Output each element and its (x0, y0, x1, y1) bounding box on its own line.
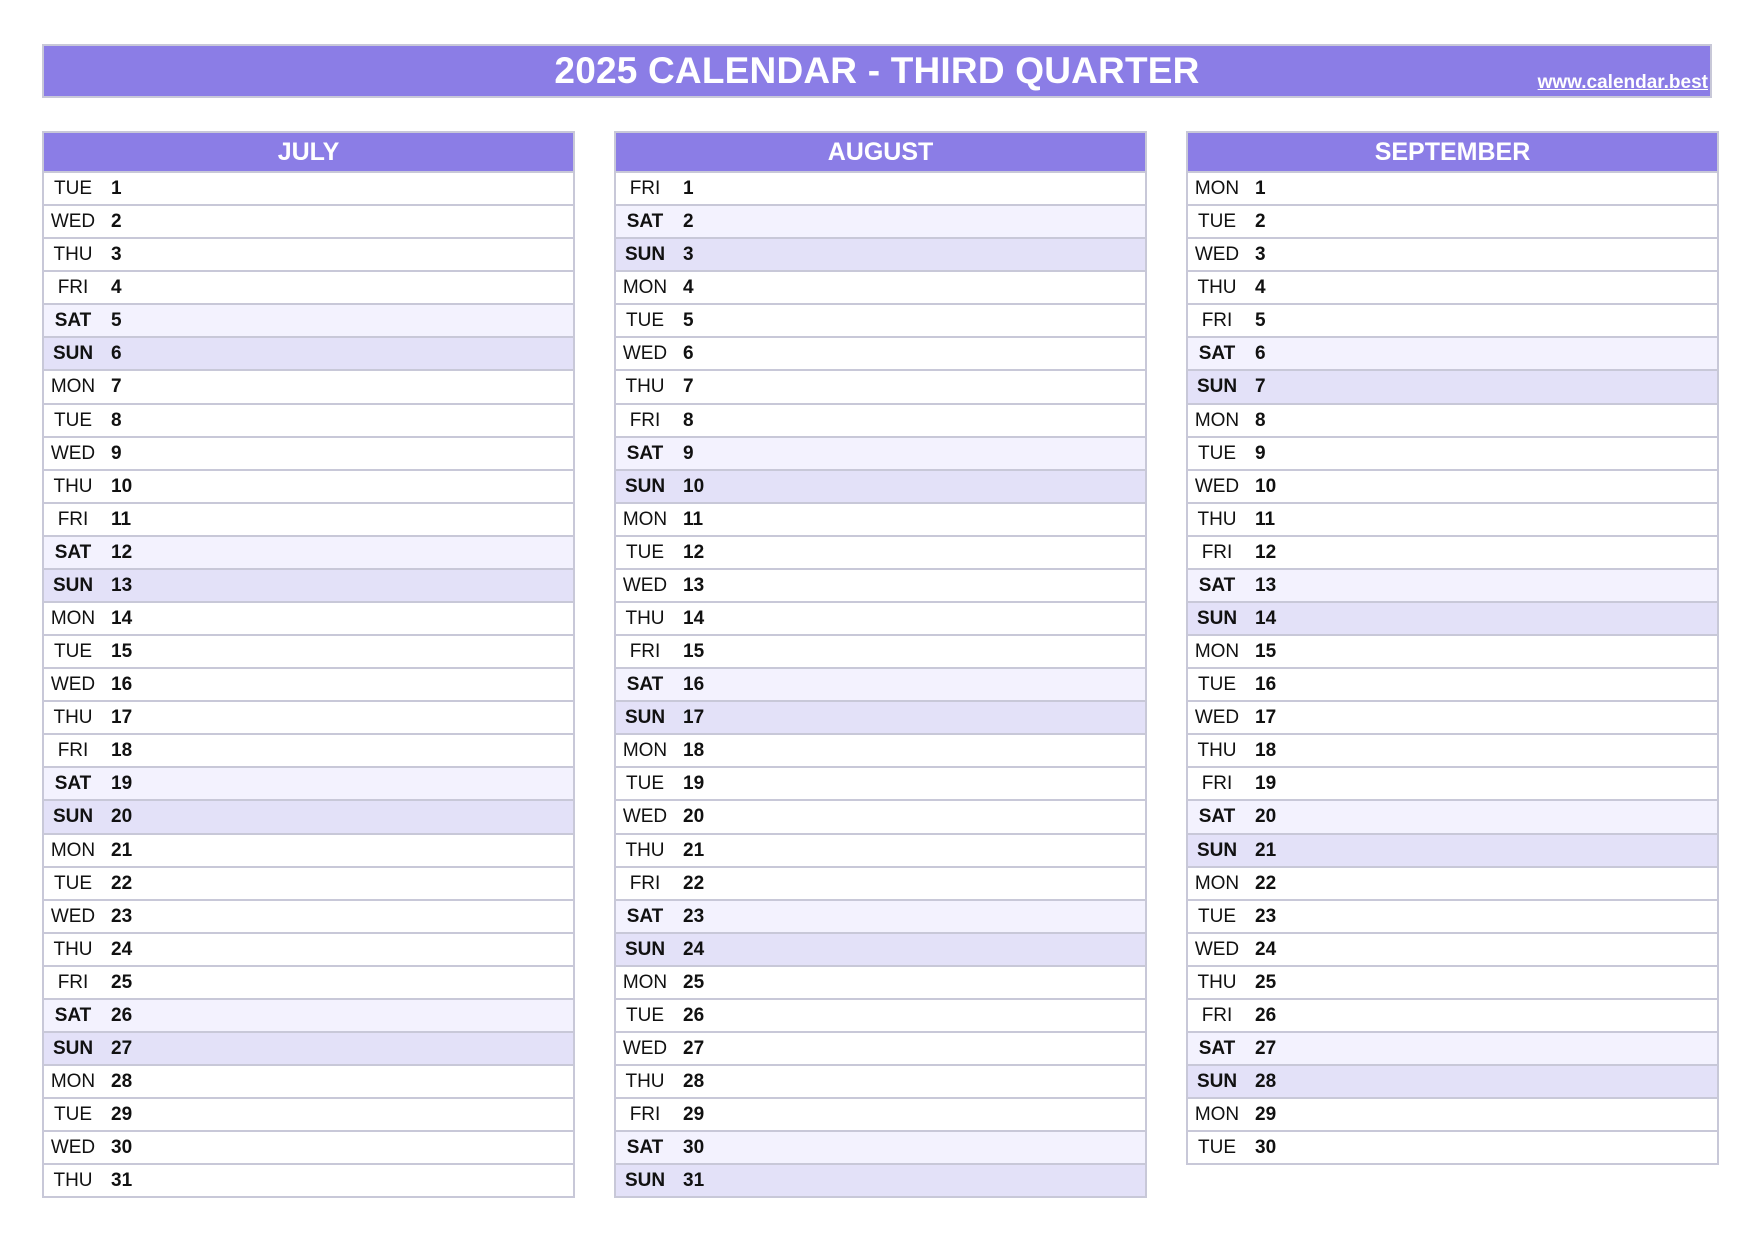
day-of-week: FRI (57, 277, 89, 299)
day-row (42, 173, 575, 206)
day-number: 24 (683, 938, 705, 960)
day-row (614, 173, 1147, 206)
day-row (42, 934, 575, 967)
day-of-week: SUN (624, 707, 666, 729)
day-number: 29 (111, 1104, 133, 1126)
day-of-week: SUN (624, 475, 666, 497)
day-of-week: TUE (626, 773, 664, 795)
day-row (614, 735, 1147, 768)
day-of-week: SUN (52, 343, 94, 365)
day-row (614, 603, 1147, 636)
day-row (614, 801, 1147, 834)
day-row (614, 239, 1147, 272)
day-number: 6 (1255, 343, 1266, 365)
day-of-week: WED (50, 905, 96, 927)
day-row (614, 1000, 1147, 1033)
day-number: 14 (1255, 608, 1277, 630)
day-of-week: WED (50, 674, 96, 696)
day-row (1186, 173, 1719, 206)
day-row (42, 272, 575, 305)
day-number: 2 (111, 211, 122, 233)
day-row (42, 1099, 575, 1132)
day-row (1186, 1099, 1719, 1132)
day-number: 26 (111, 1004, 133, 1026)
day-row (42, 702, 575, 735)
day-number: 31 (111, 1170, 133, 1192)
day-of-week: WED (1194, 938, 1240, 960)
day-number: 21 (111, 839, 133, 861)
day-of-week: THU (53, 475, 93, 497)
day-number: 21 (1255, 839, 1277, 861)
day-number: 19 (111, 773, 133, 795)
day-of-week: THU (1197, 508, 1237, 530)
day-number: 3 (111, 244, 122, 266)
day-number: 15 (1255, 641, 1277, 663)
day-number: 8 (683, 409, 694, 431)
day-row (42, 835, 575, 868)
day-number: 15 (683, 641, 705, 663)
day-of-week: MON (50, 839, 96, 861)
day-of-week: MON (50, 1071, 96, 1093)
day-of-week: THU (53, 707, 93, 729)
day-row (1186, 570, 1719, 603)
day-of-week: TUE (54, 178, 92, 199)
day-number: 9 (683, 442, 694, 464)
day-row (1186, 901, 1719, 934)
day-row (1186, 868, 1719, 901)
day-row (614, 1066, 1147, 1099)
day-of-week: TUE (626, 310, 664, 332)
day-row (1186, 636, 1719, 669)
day-of-week: TUE (1198, 211, 1236, 233)
month-header: JULY (42, 131, 575, 173)
day-row (614, 967, 1147, 1000)
day-row (42, 438, 575, 471)
day-number: 19 (683, 773, 705, 795)
day-row (42, 570, 575, 603)
day-of-week: FRI (629, 1104, 661, 1126)
day-of-week: FRI (57, 740, 89, 762)
day-row (614, 570, 1147, 603)
day-row (42, 669, 575, 702)
day-of-week: FRI (629, 178, 661, 199)
day-number: 29 (1255, 1104, 1277, 1126)
day-row (1186, 206, 1719, 239)
day-number: 8 (111, 409, 122, 431)
day-of-week: FRI (629, 641, 661, 663)
day-number: 13 (1255, 574, 1277, 596)
day-number: 10 (1255, 475, 1277, 497)
day-of-week: TUE (54, 641, 92, 663)
day-list (42, 173, 575, 1198)
day-of-week: THU (53, 244, 93, 266)
day-row (1186, 338, 1719, 371)
day-row (42, 405, 575, 438)
day-of-week: WED (622, 806, 668, 828)
day-of-week: TUE (1198, 1137, 1236, 1159)
day-row (1186, 735, 1719, 768)
day-row (42, 967, 575, 1000)
day-number: 28 (683, 1071, 705, 1093)
day-of-week: FRI (1201, 310, 1233, 332)
day-number: 12 (1255, 541, 1277, 563)
day-of-week: SAT (1198, 574, 1236, 596)
day-number: 7 (1255, 376, 1266, 398)
day-of-week: MON (1194, 178, 1240, 199)
day-of-week: SUN (624, 938, 666, 960)
day-number: 9 (1255, 442, 1266, 464)
day-of-week: SUN (52, 1038, 94, 1060)
day-list (1186, 173, 1719, 1165)
day-number: 13 (111, 574, 133, 596)
day-row (42, 1066, 575, 1099)
day-of-week: THU (625, 608, 665, 630)
month-header: AUGUST (614, 131, 1147, 173)
day-row (42, 603, 575, 636)
day-row (42, 504, 575, 537)
day-of-week: FRI (1201, 1004, 1233, 1026)
day-of-week: SAT (626, 905, 664, 927)
day-row (614, 636, 1147, 669)
day-row (1186, 669, 1719, 702)
month-august (614, 131, 1147, 1198)
day-row (614, 272, 1147, 305)
day-of-week: SAT (54, 310, 92, 332)
day-number: 10 (683, 475, 705, 497)
day-row (614, 371, 1147, 404)
day-row (42, 768, 575, 801)
day-number: 21 (683, 839, 705, 861)
day-row (42, 868, 575, 901)
day-of-week: TUE (1198, 442, 1236, 464)
day-number: 22 (1255, 872, 1277, 894)
day-of-week: FRI (629, 872, 661, 894)
day-row (42, 1165, 575, 1198)
day-number: 5 (1255, 310, 1266, 332)
day-of-week: FRI (1201, 541, 1233, 563)
day-number: 20 (111, 806, 133, 828)
day-number: 26 (683, 1004, 705, 1026)
day-of-week: MON (1194, 409, 1240, 431)
day-of-week: WED (50, 1137, 96, 1159)
day-number: 7 (111, 376, 122, 398)
day-number: 17 (1255, 707, 1277, 729)
month-september (1186, 131, 1719, 1165)
day-of-week: WED (622, 1038, 668, 1060)
day-number: 27 (111, 1038, 133, 1060)
day-of-week: MON (622, 740, 668, 762)
day-row (1186, 835, 1719, 868)
day-number: 13 (683, 574, 705, 596)
day-number: 28 (1255, 1071, 1277, 1093)
day-row (614, 702, 1147, 735)
day-of-week: SUN (1196, 839, 1238, 861)
day-number: 3 (683, 244, 694, 266)
day-row (614, 1033, 1147, 1066)
day-of-week: SUN (52, 806, 94, 828)
day-number: 17 (683, 707, 705, 729)
day-row (42, 239, 575, 272)
day-row (614, 835, 1147, 868)
day-row (42, 338, 575, 371)
day-of-week: MON (50, 608, 96, 630)
day-number: 8 (1255, 409, 1266, 431)
day-row (1186, 1132, 1719, 1165)
day-of-week: WED (50, 211, 96, 233)
day-of-week: SAT (626, 674, 664, 696)
day-number: 31 (683, 1170, 705, 1192)
day-of-week: MON (1194, 641, 1240, 663)
day-number: 29 (683, 1104, 705, 1126)
day-number: 12 (111, 541, 133, 563)
day-row (42, 636, 575, 669)
day-of-week: WED (1194, 707, 1240, 729)
day-of-week: TUE (1198, 905, 1236, 927)
day-number: 23 (683, 905, 705, 927)
day-number: 3 (1255, 244, 1266, 266)
day-number: 25 (683, 971, 705, 993)
day-number: 11 (111, 508, 132, 530)
day-number: 24 (1255, 938, 1277, 960)
day-number: 25 (111, 971, 133, 993)
day-number: 18 (1255, 740, 1277, 762)
day-number: 20 (683, 806, 705, 828)
day-number: 17 (111, 707, 133, 729)
day-row (1186, 272, 1719, 305)
day-of-week: SAT (54, 773, 92, 795)
day-row (614, 471, 1147, 504)
day-number: 28 (111, 1071, 133, 1093)
day-of-week: THU (1197, 971, 1237, 993)
site-link[interactable]: www.calendar.best (1537, 72, 1708, 93)
day-number: 4 (683, 277, 694, 299)
day-number: 16 (683, 674, 705, 696)
day-of-week: WED (1194, 244, 1240, 266)
day-of-week: MON (622, 971, 668, 993)
day-row (614, 768, 1147, 801)
day-row (614, 537, 1147, 570)
day-row (1186, 603, 1719, 636)
day-number: 30 (1255, 1137, 1277, 1159)
day-number: 11 (1255, 508, 1276, 530)
day-number: 5 (683, 310, 694, 332)
day-number: 24 (111, 938, 133, 960)
day-of-week: TUE (626, 541, 664, 563)
day-row (1186, 537, 1719, 570)
day-number: 22 (111, 872, 133, 894)
day-list (614, 173, 1147, 1198)
day-row (1186, 1033, 1719, 1066)
day-row (42, 735, 575, 768)
day-row (1186, 967, 1719, 1000)
day-of-week: TUE (626, 1004, 664, 1026)
day-number: 23 (1255, 905, 1277, 927)
day-row (1186, 801, 1719, 834)
day-row (42, 371, 575, 404)
day-number: 16 (111, 674, 133, 696)
day-of-week: MON (622, 508, 668, 530)
day-row (614, 901, 1147, 934)
day-of-week: WED (50, 442, 96, 464)
day-row (42, 537, 575, 570)
day-of-week: SAT (54, 1004, 92, 1026)
day-number: 11 (683, 508, 704, 530)
page-title: 2025 CALENDAR - THIRD QUARTER (554, 50, 1200, 91)
day-of-week: SAT (1198, 806, 1236, 828)
day-of-week: FRI (629, 409, 661, 431)
day-number: 5 (111, 310, 122, 332)
day-row (42, 471, 575, 504)
day-of-week: SAT (1198, 1038, 1236, 1060)
day-of-week: WED (622, 343, 668, 365)
day-row (1186, 1000, 1719, 1033)
day-number: 25 (1255, 971, 1277, 993)
day-row (1186, 371, 1719, 404)
day-of-week: MON (1194, 1104, 1240, 1126)
day-number: 10 (111, 475, 133, 497)
day-of-week: TUE (54, 409, 92, 431)
day-of-week: THU (1197, 740, 1237, 762)
day-row (42, 801, 575, 834)
month-header: SEPTEMBER (1186, 131, 1719, 173)
day-row (1186, 934, 1719, 967)
day-number: 26 (1255, 1004, 1277, 1026)
day-number: 1 (1255, 178, 1266, 199)
day-row (1186, 438, 1719, 471)
day-number: 7 (683, 376, 694, 398)
day-number: 6 (111, 343, 122, 365)
day-number: 30 (111, 1137, 133, 1159)
day-row (42, 305, 575, 338)
day-row (42, 1000, 575, 1033)
day-row (614, 1165, 1147, 1198)
day-number: 1 (683, 178, 694, 199)
day-number: 12 (683, 541, 705, 563)
day-of-week: MON (1194, 872, 1240, 894)
day-of-week: FRI (57, 508, 89, 530)
day-of-week: THU (625, 839, 665, 861)
day-row (1186, 239, 1719, 272)
day-of-week: FRI (57, 971, 89, 993)
day-row (42, 1033, 575, 1066)
day-row (1186, 1066, 1719, 1099)
day-number: 19 (1255, 773, 1277, 795)
day-row (42, 901, 575, 934)
day-of-week: THU (1197, 277, 1237, 299)
day-row (1186, 702, 1719, 735)
day-number: 30 (683, 1137, 705, 1159)
day-number: 18 (111, 740, 133, 762)
day-row (1186, 305, 1719, 338)
day-of-week: SAT (626, 1137, 664, 1159)
day-of-week: THU (625, 376, 665, 398)
day-row (614, 1132, 1147, 1165)
title-bar (42, 44, 1712, 98)
day-number: 27 (683, 1038, 705, 1060)
day-row (42, 1132, 575, 1165)
day-of-week: SUN (52, 574, 94, 596)
day-number: 4 (1255, 277, 1266, 299)
day-of-week: THU (53, 938, 93, 960)
day-row (614, 206, 1147, 239)
day-number: 4 (111, 277, 122, 299)
day-number: 23 (111, 905, 133, 927)
day-row (614, 1099, 1147, 1132)
day-number: 1 (111, 178, 122, 199)
day-number: 6 (683, 343, 694, 365)
day-of-week: WED (1194, 475, 1240, 497)
day-row (614, 504, 1147, 537)
day-of-week: WED (622, 574, 668, 596)
day-row (614, 338, 1147, 371)
day-row (1186, 504, 1719, 537)
day-number: 18 (683, 740, 705, 762)
day-row (614, 868, 1147, 901)
day-row (1186, 768, 1719, 801)
day-of-week: SAT (54, 541, 92, 563)
day-of-week: SUN (624, 244, 666, 266)
day-of-week: TUE (54, 872, 92, 894)
day-of-week: SUN (624, 1170, 666, 1192)
day-number: 14 (683, 608, 705, 630)
day-of-week: TUE (54, 1104, 92, 1126)
month-july (42, 131, 575, 1198)
day-row (42, 206, 575, 239)
day-row (614, 405, 1147, 438)
day-row (1186, 405, 1719, 438)
day-number: 16 (1255, 674, 1277, 696)
day-of-week: SUN (1196, 376, 1238, 398)
day-of-week: THU (53, 1170, 93, 1192)
day-row (1186, 471, 1719, 504)
day-of-week: SAT (626, 211, 664, 233)
day-row (614, 669, 1147, 702)
day-of-week: MON (622, 277, 668, 299)
day-number: 14 (111, 608, 133, 630)
day-number: 2 (683, 211, 694, 233)
day-number: 9 (111, 442, 122, 464)
day-of-week: FRI (1201, 773, 1233, 795)
day-number: 22 (683, 872, 705, 894)
day-number: 20 (1255, 806, 1277, 828)
day-of-week: SAT (626, 442, 664, 464)
day-of-week: SAT (1198, 343, 1236, 365)
day-number: 15 (111, 641, 133, 663)
day-of-week: SUN (1196, 1071, 1238, 1093)
day-row (614, 934, 1147, 967)
day-of-week: MON (50, 376, 96, 398)
day-of-week: SUN (1196, 608, 1238, 630)
day-number: 27 (1255, 1038, 1277, 1060)
day-row (614, 305, 1147, 338)
day-row (614, 438, 1147, 471)
day-number: 2 (1255, 211, 1266, 233)
day-of-week: TUE (1198, 674, 1236, 696)
day-of-week: THU (625, 1071, 665, 1093)
